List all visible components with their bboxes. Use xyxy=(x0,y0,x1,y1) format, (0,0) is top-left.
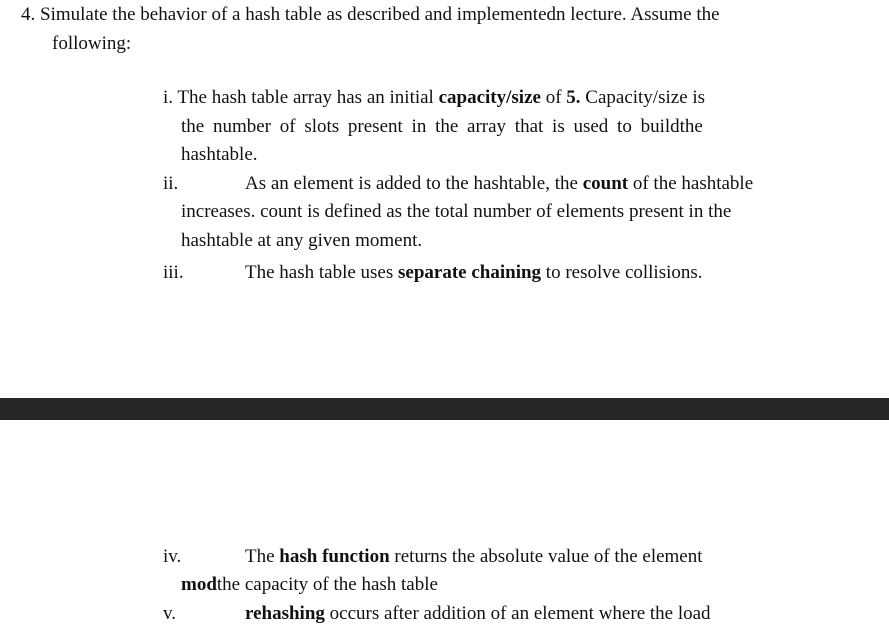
item-i-line2: the number of slots present in the array that is used to buildthe xyxy=(181,116,703,137)
item-v-line1 xyxy=(245,603,711,625)
item-iii-numeral: iii. xyxy=(163,262,184,283)
item-ii-numeral: ii. xyxy=(163,173,179,194)
item-v-numeral: v. xyxy=(163,603,177,624)
item-v-text-post: occurs after addition of an element where the load xyxy=(324,603,711,624)
item-iv-numeral: iv. xyxy=(163,546,182,567)
question-text-line2: following: xyxy=(52,33,132,54)
item-iii-text-post: to resolve collisions. xyxy=(541,262,703,283)
item-ii-count-term: count xyxy=(582,173,629,194)
item-iv-mod-term: mod xyxy=(181,574,217,595)
item-iv-text: The xyxy=(245,546,280,567)
item-i-text-mid: of xyxy=(540,87,567,108)
item-ii-line2: increases. count is defined as the total number of elements present in the xyxy=(181,201,732,222)
item-iii-line1 xyxy=(245,262,703,284)
item-iii-text: The hash table uses xyxy=(245,262,399,283)
item-i-capacity-value: 5. xyxy=(566,87,581,108)
item-iv-line2-text: the capacity of the hash table xyxy=(216,574,438,595)
question-text-line1: 4. Simulate the behavior of a hash table as described and implementedn lecture. Assume the xyxy=(21,4,720,25)
item-i-capacity-term: capacity/size xyxy=(438,87,541,108)
item-ii-text-post: of the hashtable xyxy=(628,173,754,194)
item-v-rehashing-term: rehashing xyxy=(245,603,325,624)
item-iv-line1 xyxy=(245,546,703,568)
item-i-line3: hashtable. xyxy=(181,144,258,165)
item-ii-line1 xyxy=(245,173,753,195)
item-ii-text: As an element is added to the hashtable, the xyxy=(245,173,583,194)
page-divider-band xyxy=(0,398,889,420)
item-iv-text-post: returns the absolute value of the element xyxy=(389,546,703,567)
item-iv-line2 xyxy=(181,574,438,596)
item-ii-line3: hashtable at any given moment. xyxy=(181,230,423,251)
item-i-text-post: Capacity/size is xyxy=(580,87,706,108)
item-iv-hash-function-term: hash function xyxy=(279,546,390,567)
item-i-text: i. The hash table array has an initial xyxy=(163,87,439,108)
item-iii-separate-chaining-term: separate chaining xyxy=(398,262,542,283)
item-i-line1 xyxy=(163,87,705,109)
